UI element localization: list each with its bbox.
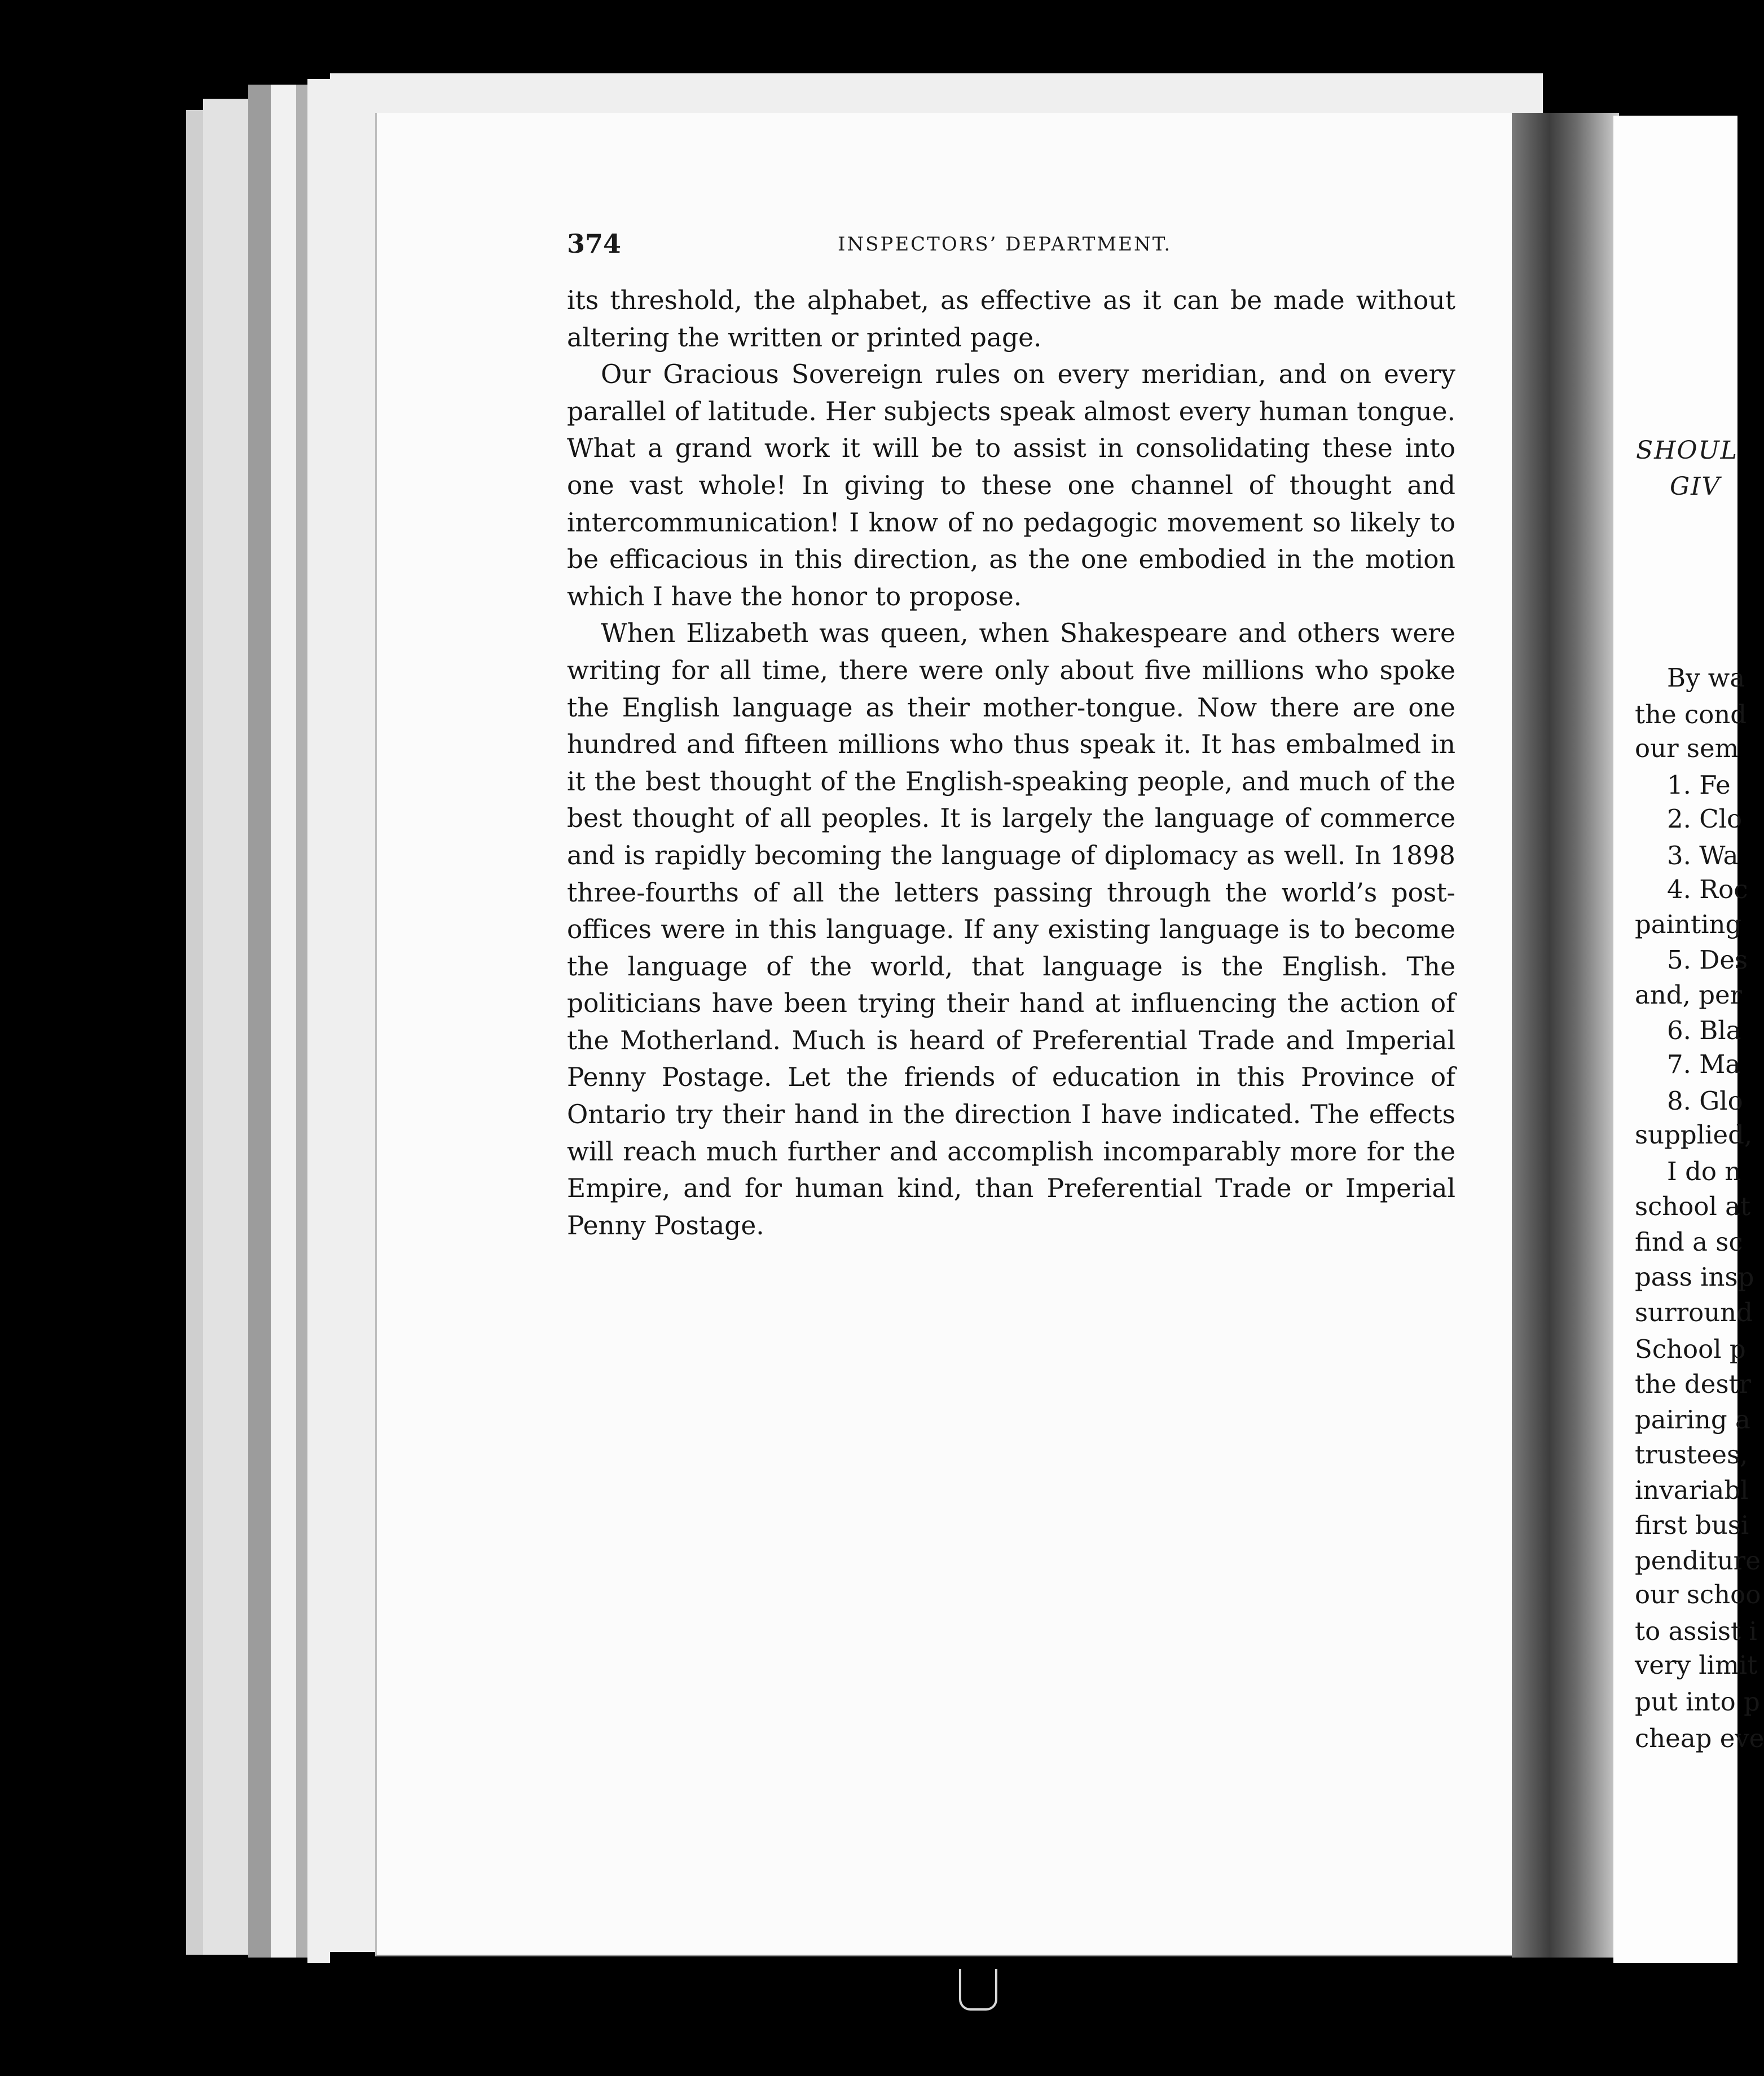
running-head: INSPECTORS’ DEPARTMENT. (838, 233, 1172, 256)
right-page-line: find a sc (1635, 1227, 1743, 1257)
right-page-line: I do n (1667, 1156, 1741, 1186)
binding-tag (959, 1969, 997, 2011)
right-page-line: cheap eve (1635, 1723, 1764, 1753)
paragraph: Our Gracious Sovereign rules on every meridian, and on every parallel of latitude. Her subjects speak almost every human tongue. What a grand work it will be to assist in consolidating these into one vast whole! In giving to these one channel of thought and intercommunication! I know of no pedagogic movement so likely to be efficacious in this direction, as the one embodied in the motion which I have the honor to propose. (567, 359, 1455, 612)
right-page-line: 6. Bla (1667, 1015, 1741, 1045)
right-page-line: surround (1635, 1298, 1753, 1327)
page-stack-edge (248, 85, 271, 1958)
right-page-line: put into p (1635, 1687, 1760, 1717)
right-page-line: penditure (1635, 1546, 1761, 1576)
right-page-line: 4. Roc (1667, 874, 1748, 904)
right-page-line: invariabl (1635, 1475, 1749, 1505)
right-page-line: 5. Des (1667, 945, 1748, 975)
right-page-line: pairing a (1635, 1405, 1750, 1435)
body-text (567, 282, 1455, 1244)
right-page-line: 1. Fe (1667, 770, 1731, 800)
right-page-line: first busi (1635, 1510, 1749, 1540)
page-stack-edge (307, 79, 330, 1963)
paragraph: its threshold, the alphabet, as effective as it can be made without altering the written or printed page. (567, 285, 1455, 353)
right-page-line: to assist i (1635, 1616, 1757, 1646)
right-page-line: our schoo (1635, 1580, 1761, 1609)
right-heading-line: GIV (1670, 472, 1721, 501)
page-number: 374 (567, 228, 622, 259)
right-page-line: 8. Glo (1667, 1086, 1743, 1116)
right-page-line: painting (1635, 909, 1742, 939)
book-gutter (1512, 113, 1619, 1958)
right-page-line: 2. Clo (1667, 804, 1743, 834)
right-page-line: supplied, (1635, 1120, 1753, 1150)
page-stack-edge (296, 85, 307, 1958)
page-header (567, 228, 1453, 268)
page-stack-edge (271, 85, 296, 1958)
right-page-line: By wa (1667, 663, 1745, 693)
right-page-line: School p (1635, 1334, 1746, 1364)
paragraph: When Elizabeth was queen, when Shakespeare and others were writing for all time, there were only about five millions who spoke the English language as their mother-tongue. Now there are one hundred and fifteen millions who thus speak it. It has embalmed in it the best thought of the English-speaking people, and much of the best thought of all peoples. It is largely the language of commerce and is rapidly becoming the language of diplomacy as well. In 1898 three-fourths of all the letters passing through the world’s post-offices were in this language. If any existing language is to become the language of the world, that language is the English. The politicians have been trying their hand at influencing the action of the Motherland. Much is heard of Preferential Trade and Imperial Penny Postage. Let the friends of education in this Province of Ontario try their hand in the direction I have indicated. The effects will reach much further and accomplish incomparably more for the Empire, and for human kind, than Preferential Trade or Imperial Penny Postage. (567, 618, 1455, 1241)
right-page-line: and, per (1635, 980, 1743, 1010)
right-page-line: 7. Ma (1667, 1049, 1741, 1079)
right-page-line: trustees, (1635, 1440, 1748, 1470)
right-heading-line: SHOUL (1636, 436, 1738, 465)
right-page-line: our sem (1635, 733, 1739, 763)
right-page-line: pass insp (1635, 1262, 1754, 1292)
right-page-line: 3. Wa (1667, 841, 1739, 870)
right-page-line: the cond (1635, 700, 1747, 729)
right-page-line: the destr (1635, 1369, 1752, 1399)
right-page-line: very limit (1635, 1650, 1758, 1680)
right-page-line: school at (1635, 1191, 1751, 1221)
page-stack-edge (203, 99, 248, 1955)
right-page-fragment (1613, 116, 1764, 1963)
